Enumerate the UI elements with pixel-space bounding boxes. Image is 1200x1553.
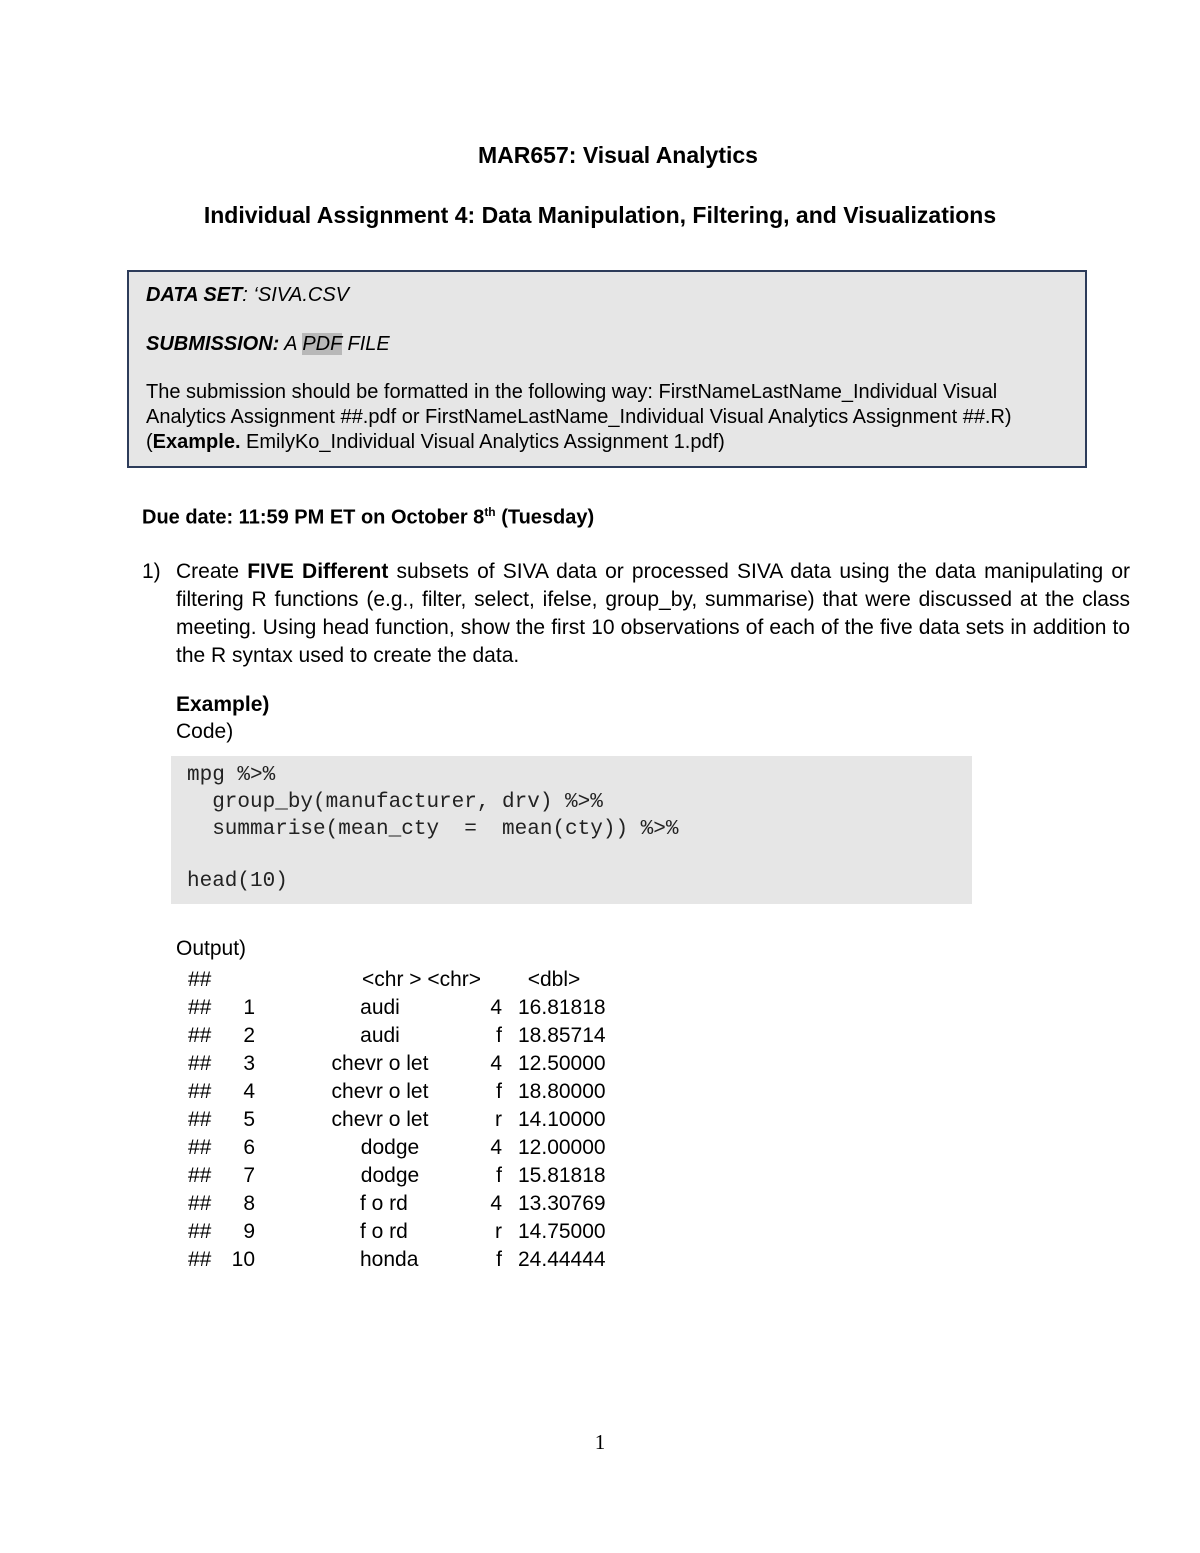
due-date-sup: th bbox=[484, 505, 496, 519]
output-header-types: <chr > <chr> <dbl> bbox=[362, 968, 581, 991]
row-drv: 4 bbox=[490, 1052, 502, 1075]
row-hash: ## bbox=[188, 1080, 212, 1103]
row-mean-cty: 13.30769 bbox=[518, 1192, 606, 1215]
question-number: 1) bbox=[142, 560, 161, 583]
code-line: summarise(mean_cty = mean(cty)) %>% bbox=[187, 818, 679, 841]
row-index: 10 bbox=[231, 1248, 255, 1271]
row-mean-cty: 24.44444 bbox=[518, 1248, 606, 1271]
submission-line bbox=[146, 333, 390, 356]
code-block bbox=[171, 756, 972, 904]
due-date bbox=[142, 505, 594, 530]
code-line: group_by(manufacturer, drv) %>% bbox=[187, 791, 603, 814]
example-label: Example. bbox=[152, 431, 241, 453]
row-drv: f bbox=[496, 1024, 502, 1047]
row-index: 6 bbox=[243, 1136, 255, 1159]
course-title: MAR657: Visual Analytics bbox=[478, 142, 758, 168]
dataset-label: DATA SET bbox=[146, 284, 243, 306]
row-drv: r bbox=[495, 1220, 502, 1243]
page-number: 1 bbox=[594, 1430, 606, 1454]
row-manufacturer: f o rd bbox=[360, 1220, 408, 1243]
row-manufacturer: honda bbox=[360, 1248, 419, 1271]
row-mean-cty: 15.81818 bbox=[518, 1164, 606, 1187]
row-drv: f bbox=[496, 1164, 502, 1187]
row-manufacturer: dodge bbox=[360, 1164, 420, 1187]
row-hash: ## bbox=[188, 1052, 212, 1075]
code-line: head(10) bbox=[187, 870, 288, 893]
dataset-line bbox=[146, 284, 349, 307]
row-drv: f bbox=[496, 1080, 502, 1103]
row-mean-cty: 16.81818 bbox=[518, 996, 606, 1019]
row-index: 2 bbox=[243, 1024, 255, 1047]
example-filename: EmilyKo_Individual Visual Analytics Assignment 1.pdf) bbox=[240, 431, 725, 453]
row-manufacturer: audi bbox=[360, 996, 400, 1019]
row-manufacturer: chevr o let bbox=[331, 1108, 429, 1131]
row-hash: ## bbox=[188, 1108, 212, 1131]
output-header-hash: ## bbox=[188, 968, 212, 991]
row-hash: ## bbox=[188, 1024, 212, 1047]
row-hash: ## bbox=[188, 1136, 212, 1159]
row-manufacturer: audi bbox=[360, 1024, 400, 1047]
row-hash: ## bbox=[188, 1248, 212, 1271]
format-instructions bbox=[146, 380, 1076, 455]
due-date-day: (Tuesday) bbox=[495, 506, 595, 529]
row-hash: ## bbox=[188, 1220, 212, 1243]
assignment-title: Individual Assignment 4: Data Manipulation, Filtering, and Visualizations bbox=[203, 202, 997, 228]
row-manufacturer: chevr o let bbox=[331, 1080, 429, 1103]
row-drv: 4 bbox=[490, 996, 502, 1019]
row-index: 9 bbox=[243, 1220, 255, 1243]
example-title: Example) bbox=[176, 693, 270, 716]
row-mean-cty: 12.00000 bbox=[518, 1136, 606, 1159]
row-drv: 4 bbox=[490, 1192, 502, 1215]
row-index: 1 bbox=[243, 996, 255, 1019]
row-index: 5 bbox=[243, 1108, 255, 1131]
submission-prefix: A bbox=[279, 333, 303, 355]
question-emphasis: FIVE Different bbox=[247, 560, 389, 583]
question-pre: Create bbox=[176, 560, 248, 583]
submission-suffix: FILE bbox=[341, 333, 390, 355]
pdf-highlight: PDF bbox=[302, 333, 342, 355]
row-drv: f bbox=[496, 1248, 502, 1271]
row-manufacturer: dodge bbox=[360, 1136, 420, 1159]
row-manufacturer: chevr o let bbox=[331, 1052, 429, 1075]
row-hash: ## bbox=[188, 1164, 212, 1187]
row-index: 7 bbox=[243, 1164, 255, 1187]
row-mean-cty: 12.50000 bbox=[518, 1052, 606, 1075]
output-label: Output) bbox=[176, 937, 247, 960]
submission-label: SUBMISSION: bbox=[146, 333, 280, 355]
row-hash: ## bbox=[188, 996, 212, 1019]
code-line: mpg %>% bbox=[187, 764, 276, 787]
format-text: The submission should be formatted in the following way: FirstNameLastName_Individual Visual Analytics Assignment ##.pdf or FirstNameLastName_Individual Visual Analytics Assignment ##.R) ( bbox=[146, 381, 1012, 453]
row-manufacturer: f o rd bbox=[360, 1192, 408, 1215]
row-hash: ## bbox=[188, 1192, 212, 1215]
question-post: subsets of SIVA data or processed SIVA data using the data manipulating or filtering R functions (e.g., filter, select, ifelse, group_by, summarise) that were discussed at the class meeting. Using head function, show the first 10 observations of each of the five data sets in addition to the R syntax used to create the data. bbox=[176, 560, 1130, 667]
row-index: 8 bbox=[243, 1192, 255, 1215]
row-index: 4 bbox=[243, 1080, 255, 1103]
row-drv: r bbox=[495, 1108, 502, 1131]
row-mean-cty: 18.80000 bbox=[518, 1080, 606, 1103]
code-label: Code) bbox=[176, 720, 234, 743]
dataset-value: : ‘SIVA.CSV bbox=[242, 284, 350, 306]
due-date-text: Due date: 11:59 PM ET on October 8 bbox=[142, 506, 485, 529]
row-mean-cty: 14.75000 bbox=[518, 1220, 606, 1243]
question-text bbox=[176, 558, 1130, 670]
row-drv: 4 bbox=[490, 1136, 502, 1159]
row-mean-cty: 18.85714 bbox=[518, 1024, 606, 1047]
submission-info-box bbox=[127, 270, 1087, 468]
row-index: 3 bbox=[243, 1052, 255, 1075]
row-mean-cty: 14.10000 bbox=[518, 1108, 606, 1131]
